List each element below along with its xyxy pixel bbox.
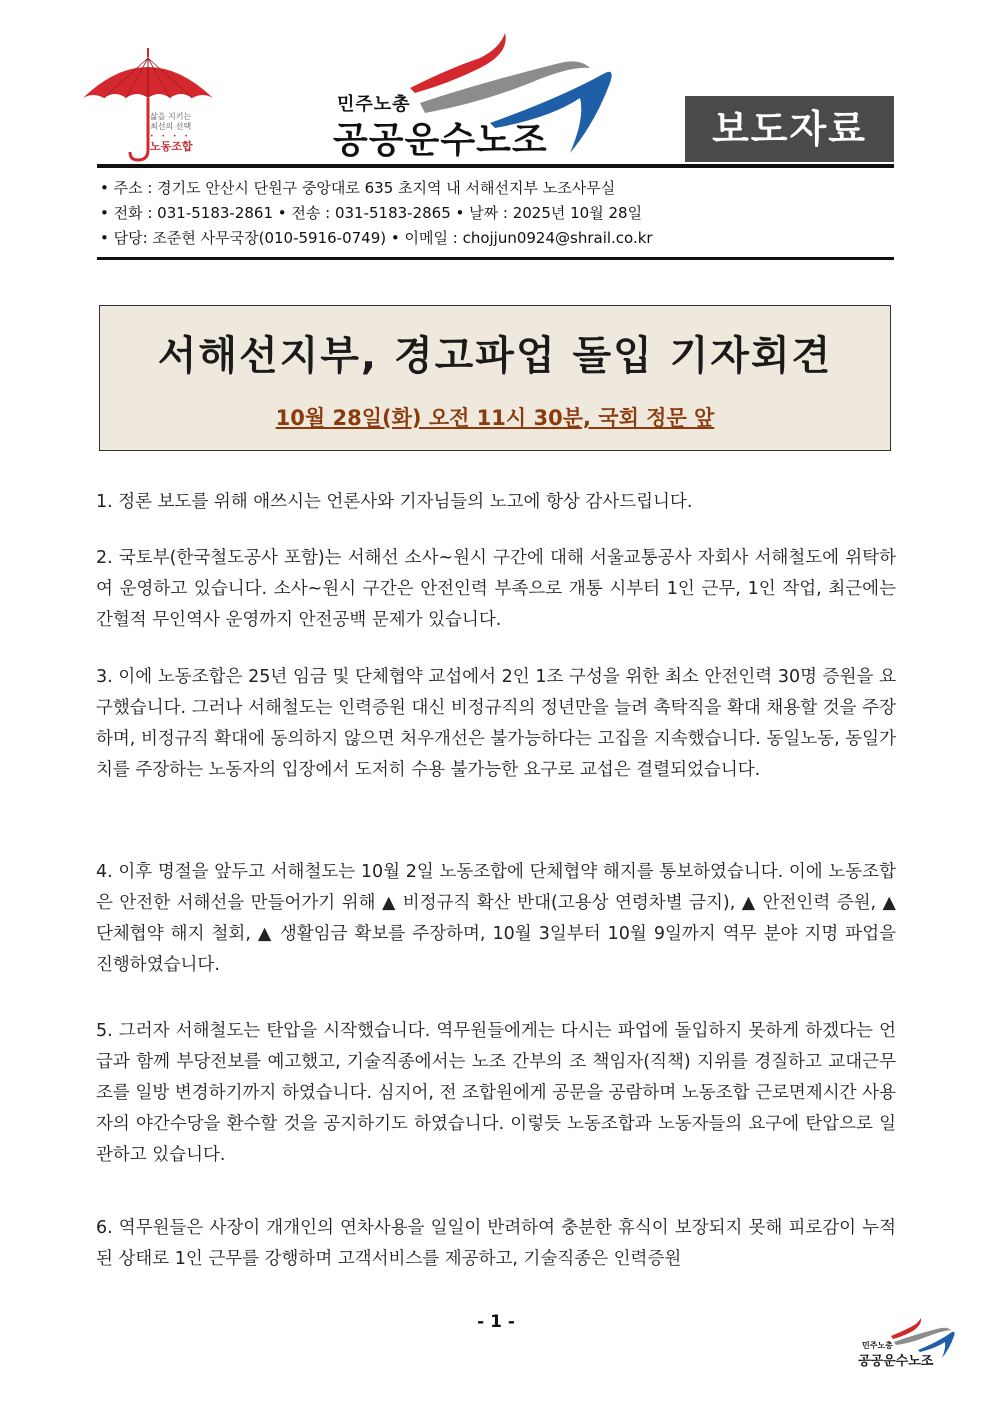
- union-name-small: 민주노총: [337, 94, 411, 115]
- header-rule-bottom: [97, 257, 894, 260]
- umbrella-logo: [78, 46, 218, 166]
- tagline-union: 노동조합: [150, 140, 193, 153]
- header-rule-top: [97, 164, 894, 168]
- contact-info: [100, 176, 890, 251]
- paragraph-3: 3. 이에 노동조합은 25년 임금 및 단체협약 교섭에서 2인 1조 구성을 위한 최소 안전인력 30명 증원을 요구했습니다. 그러나 서해철도는 인력증원 대신 비정규직의 정년만을 늘려 촉탁직을 확대 채용할 것을 주장하며, 비정규직 확대에 동의하지 않으면 처우개선은 불가능하다는 고집을 지속했습니다. 동일노동, 동일가치를 주장하는 노동자의 입장에서 도저히 수용 불가능한 요구로 교섭은 결렬되었습니다.: [96, 667, 896, 780]
- paragraph-2: 2. 국토부(한국철도공사 포함)는 서해선 소사~원시 구간에 대해 서울교통공사 자회사 서해철도에 위탁하여 운영하고 있습니다. 소사~원시 구간은 안전인력 부족으로 개통 시부터 1인 근무, 1인 작업, 최근에는 간헐적 무인역사 운영까지 안전공백 문제가 있습니다.: [96, 548, 896, 630]
- press-release-badge: 보도자료: [685, 96, 894, 162]
- page-number: - 1 -: [477, 1312, 515, 1332]
- tagline-line-2: 최선의 선택: [150, 122, 192, 131]
- paragraph-1: 1. 정론 보도를 위해 애쓰시는 언론사와 기자님들의 노고에 항상 감사드립니다.: [96, 492, 693, 512]
- title-box: [99, 305, 891, 451]
- umbrella-tagline: 삶을 지키는 최선의 선택 • • • • 노동조합: [150, 112, 193, 153]
- paragraph-4: 4. 이후 명절을 앞두고 서해철도는 10월 2일 노동조합에 단체협약 해지를 통보하였습니다. 이에 노동조합은 안전한 서해선을 만들어가기 위해 ▲ 비정규직 확산 반대(고용상 연령차별 금지), ▲ 안전인력 증원, ▲ 단체협약 해지 철회, ▲ 생활임금 확보를 주장하며, 10월 3일부터 10월 9일까지 역무 분야 지명 파업을 진행하였습니다.: [96, 862, 896, 975]
- footer-union-big: 공공운수노조: [858, 1354, 934, 1369]
- paragraph-5: 5. 그러자 서해철도는 탄압을 시작했습니다. 역무원들에게는 다시는 파업에 돌입하지 못하게 하겠다는 언급과 함께 부당전보를 예고했고, 기술직종에서는 노조 간부의 조 책임자(직책) 지위를 경질하고 교대근무조를 일방 변경하기까지 하였습니다. 심지어, 전 조합원에게 공문을 공람하며 노동조합 근로면제시간 사용자의 야간수당을 환수할 것을 공지하기도 하였습니다. 이렇듯 노동조합과 노동자들의 요구에 탄압으로 일관하고 있습니다.: [96, 1021, 896, 1165]
- document-subtitle: 10월 28일(화) 오전 11시 30분, 국회 정문 앞: [275, 406, 715, 430]
- tagline-line-1: 삶을 지키는: [150, 112, 192, 121]
- contact-phone-date: • 전화 : 031-5183-2861 • 전송 : 031-5183-2865 • 날짜 : 2025년 10월 28일: [100, 204, 643, 222]
- paragraph-6: 6. 역무원들은 사장이 개개인의 연차사용을 일일이 반려하여 충분한 휴식이 보장되지 못해 피로감이 누적된 상태로 1인 근무를 강행하며 고객서비스를 제공하고, 기술직종은 인력증원: [96, 1218, 896, 1269]
- union-name-big: 공공운수노조: [333, 120, 548, 161]
- contact-person-email: • 담당: 조준현 사무국장(010-5916-0749) • 이메일 : chojjun0924@shrail.co.kr: [100, 229, 653, 247]
- contact-address: • 주소 : 경기도 안산시 단원구 중앙대로 635 초지역 내 서해선지부 노조사무실: [100, 179, 616, 197]
- document-title: 서해선지부, 경고파업 돌입 기자회견: [157, 333, 833, 379]
- footer-union-small: 민주노총: [862, 1341, 893, 1350]
